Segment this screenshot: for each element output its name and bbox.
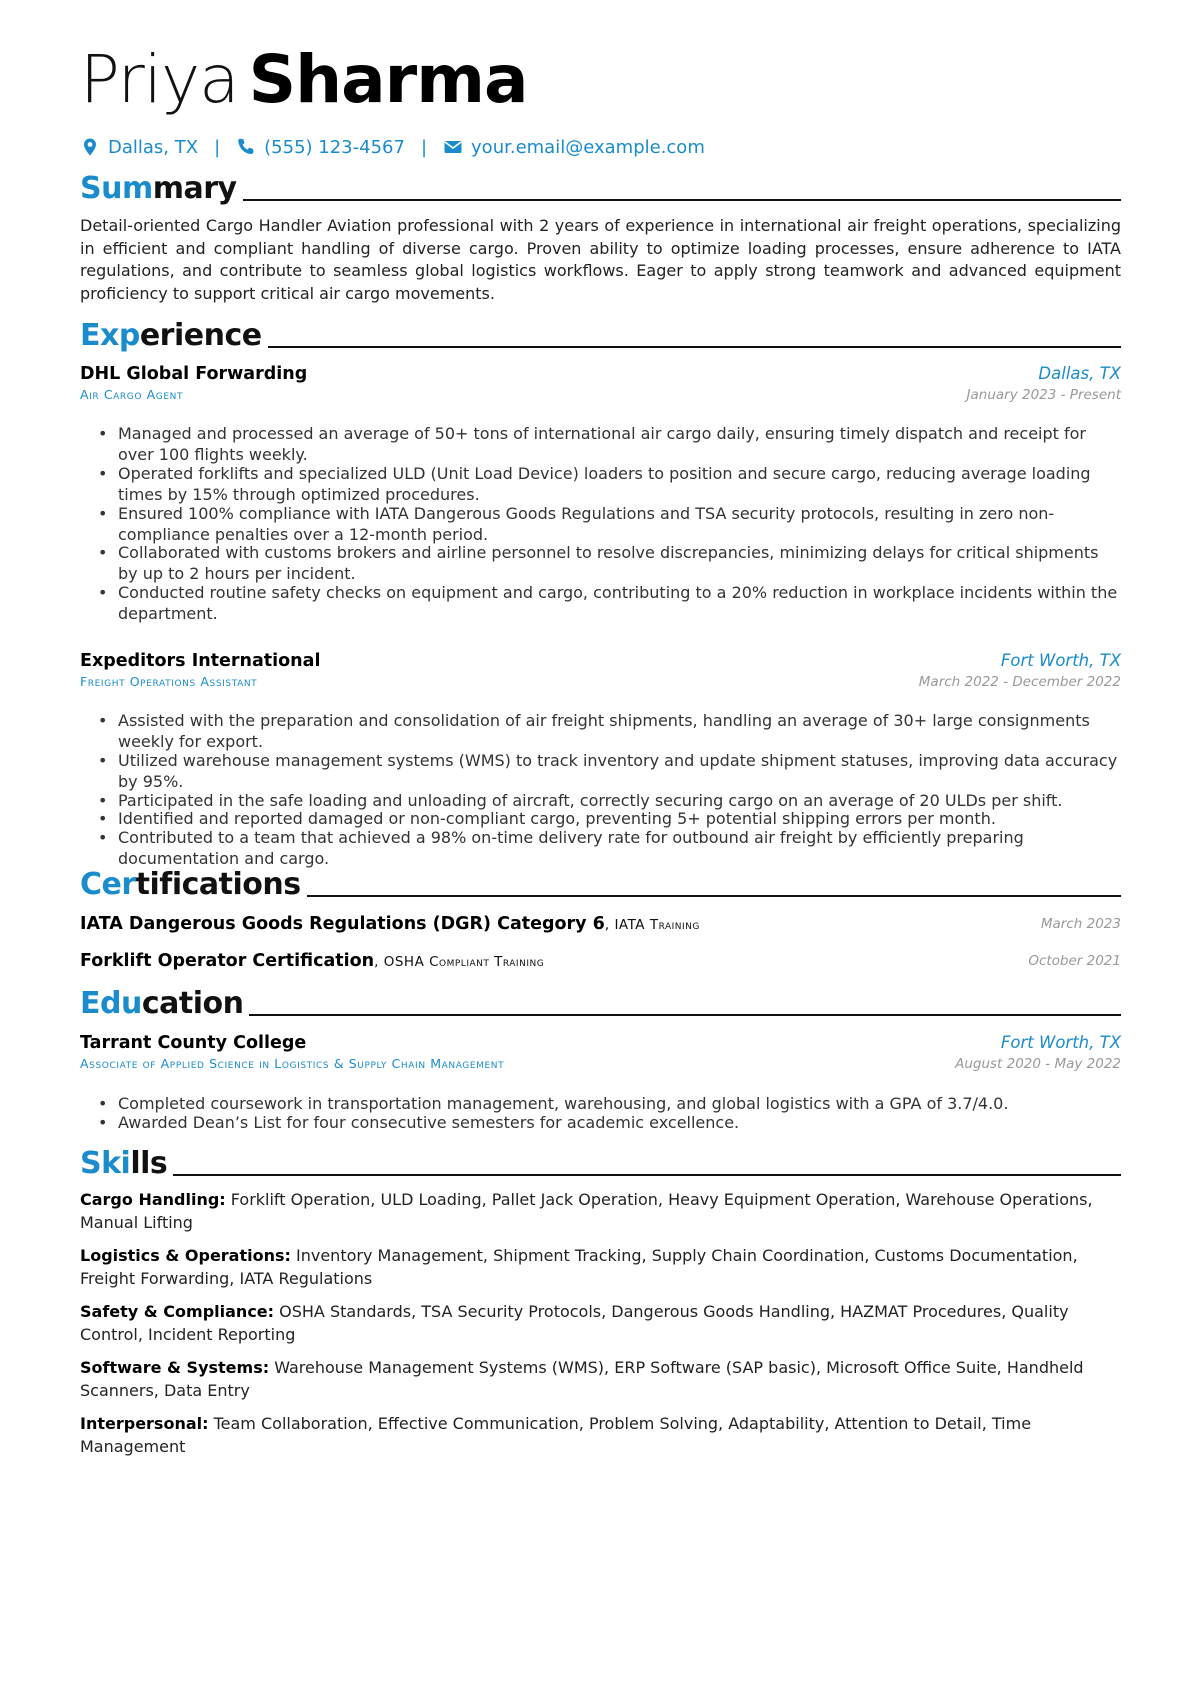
job-location: Fort Worth, TX xyxy=(1000,651,1121,670)
job-dates: March 2022 - December 2022 xyxy=(918,674,1121,690)
section-title: Skills xyxy=(80,1146,168,1181)
certification-date: October 2021 xyxy=(1028,953,1121,969)
school-name: Tarrant County College xyxy=(80,1033,307,1053)
skills-heading xyxy=(80,1143,1121,1183)
list-item: • Contributed to a team that achieved a 98% on-time delivery rate for outbound air freight by efficiently preparing documentation and cargo. xyxy=(98,827,1121,869)
contact-line xyxy=(80,134,705,160)
experience-bullets xyxy=(98,710,1121,867)
phone-icon xyxy=(236,137,256,157)
list-item: • Awarded Dean’s List for four consecutive semesters for academic excellence. xyxy=(98,1112,1121,1133)
skill-label: Logistics & Operations: xyxy=(80,1246,291,1265)
certification-entry xyxy=(80,951,1121,977)
skill-items: OSHA Standards, TSA Security Protocols, Dangerous Goods Handling, HAZMAT Procedures, Quality Control, Incident Reporting xyxy=(80,1302,1069,1344)
contact-email[interactable]: your.email@example.com xyxy=(471,136,705,158)
candidate-name xyxy=(80,38,528,122)
skill-group xyxy=(80,1413,1121,1458)
skill-group xyxy=(80,1357,1121,1402)
company-name: DHL Global Forwarding xyxy=(80,364,308,384)
list-item: • Collaborated with customs brokers and airline personnel to resolve discrepancies, minimizing delays for critical shipments by up to 2 hours per incident. xyxy=(98,542,1121,584)
skill-label: Safety & Compliance: xyxy=(80,1302,275,1321)
section-title: Certifications xyxy=(80,867,301,902)
summary-heading xyxy=(80,168,1121,208)
skill-items: Inventory Management, Shipment Tracking, Supply Chain Coordination, Customs Documentation, Freight Forwarding, IATA Regulations xyxy=(80,1246,1078,1288)
experience-entry-header xyxy=(80,651,1121,690)
skill-group xyxy=(80,1301,1121,1346)
list-item: • Utilized warehouse management systems (WMS) to track inventory and update shipment statuses, improving data accuracy by 95%. xyxy=(98,750,1121,792)
list-item: • Managed and processed an average of 50+ tons of international air cargo daily, ensuring timely dispatch and receipt for over 100 flights weekly. xyxy=(98,423,1121,465)
education-entry-header xyxy=(80,1033,1121,1072)
certification-issuer: , IATA Training xyxy=(604,917,700,933)
skill-label: Software & Systems: xyxy=(80,1358,270,1377)
first-name: Priya xyxy=(80,41,239,118)
section-rule xyxy=(307,895,1121,897)
section-title: Education xyxy=(80,986,244,1021)
education-dates: August 2020 - May 2022 xyxy=(955,1056,1121,1072)
list-item: • Operated forklifts and specialized ULD (Unit Load Device) loaders to position and secure cargo, reducing average loading times by 15% through optimized procedures. xyxy=(98,463,1121,505)
certification-name: IATA Dangerous Goods Regulations (DGR) Category 6, IATA Training xyxy=(80,914,700,934)
location-pin-icon xyxy=(80,137,100,157)
skill-label: Cargo Handling: xyxy=(80,1190,226,1209)
contact-separator: | xyxy=(420,136,428,158)
list-item: • Identified and reported damaged or non-compliant cargo, preventing 5+ potential shipping errors per month. xyxy=(98,808,1121,829)
experience-entry-header xyxy=(80,364,1121,403)
contact-phone[interactable]: (555) 123-4567 xyxy=(264,136,405,158)
contact-separator: | xyxy=(214,136,221,158)
certifications-heading xyxy=(80,864,1121,904)
list-item: • Assisted with the preparation and consolidation of air freight shipments, handling an average of 30+ large consignments weekly for export. xyxy=(98,710,1121,752)
list-item: • Completed coursework in transportation management, warehousing, and global logistics with a GPA of 3.7/4.0. xyxy=(98,1093,1121,1114)
skill-label: Interpersonal: xyxy=(80,1414,209,1433)
list-item: • Conducted routine safety checks on equipment and cargo, contributing to a 20% reduction in workplace incidents within the department. xyxy=(98,582,1121,624)
list-item: • Participated in the safe loading and unloading of aircraft, correctly securing cargo on an average of 20 ULDs per shift. xyxy=(98,790,1121,811)
summary-text: Detail-oriented Cargo Handler Aviation professional with 2 years of experience in international air freight operations, specializing in efficient and compliant handling of diverse cargo. Proven ability to optimize loading processes, ensure adherence to IATA regulations, and contribute to seamless global logistics workflows. Eager to apply strong teamwork and advanced equipment proficiency to support critical air cargo movements. xyxy=(80,216,1121,304)
experience-heading xyxy=(80,315,1121,355)
certification-name: Forklift Operator Certification, OSHA Compliant Training xyxy=(80,951,545,971)
job-location: Dallas, TX xyxy=(1038,364,1121,383)
section-title: Summary xyxy=(80,171,237,206)
experience-bullets xyxy=(98,423,1121,622)
skill-group xyxy=(80,1245,1121,1290)
section-rule xyxy=(243,199,1121,201)
certification-issuer: , OSHA Compliant Training xyxy=(374,954,545,970)
skill-group xyxy=(80,1189,1121,1234)
section-rule xyxy=(173,1174,1121,1176)
section-rule xyxy=(268,346,1121,348)
education-heading xyxy=(80,983,1121,1023)
job-title: Air Cargo Agent xyxy=(80,387,184,402)
job-title: Freight Operations Assistant xyxy=(80,674,258,689)
section-rule xyxy=(249,1014,1121,1016)
last-name: Sharma xyxy=(248,41,528,118)
skill-items: Team Collaboration, Effective Communication, Problem Solving, Adaptability, Attention to Detail, Time Management xyxy=(80,1414,1032,1456)
skill-items: Warehouse Management Systems (WMS), ERP Software (SAP basic), Microsoft Office Suite, Handheld Scanners, Data Entry xyxy=(80,1358,1084,1400)
section-title: Experience xyxy=(80,318,262,353)
company-name: Expeditors International xyxy=(80,651,321,671)
certification-date: March 2023 xyxy=(1040,916,1121,932)
contact-location[interactable]: Dallas, TX xyxy=(108,136,199,158)
certification-entry xyxy=(80,914,1121,940)
job-dates: January 2023 - Present xyxy=(966,387,1121,403)
skill-items: Forklift Operation, ULD Loading, Pallet Jack Operation, Heavy Equipment Operation, Warehouse Operations, Manual Lifting xyxy=(80,1190,1093,1232)
school-location: Fort Worth, TX xyxy=(1000,1033,1121,1052)
degree: Associate of Applied Science in Logistics & Supply Chain Management xyxy=(80,1056,505,1071)
envelope-icon xyxy=(443,137,463,157)
education-bullets xyxy=(98,1093,1121,1131)
list-item: • Ensured 100% compliance with IATA Dangerous Goods Regulations and TSA security protocols, resulting in zero non-compliance penalties over a 12-month period. xyxy=(98,503,1121,545)
